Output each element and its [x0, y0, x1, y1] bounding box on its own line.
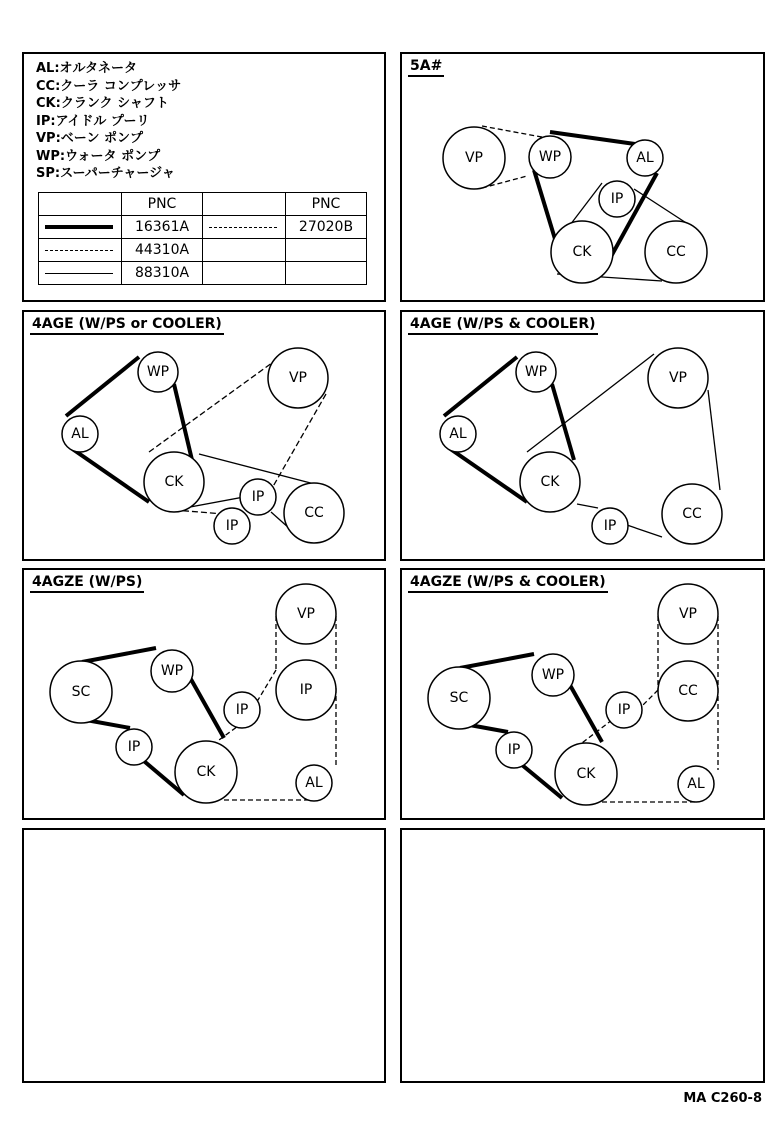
line-sample-thin	[39, 262, 122, 285]
pulley-label: WP	[538, 149, 562, 165]
pulley-label: SC	[449, 690, 469, 706]
panel-5a	[400, 52, 765, 302]
pulley-label: AL	[71, 426, 89, 442]
pulley-label: SC	[71, 684, 91, 700]
pnc-row	[39, 262, 367, 285]
pulley-label: CC	[678, 683, 698, 699]
pulley-label: AL	[687, 776, 705, 792]
pnc-table	[38, 192, 367, 285]
pnc-value: 44310A	[122, 239, 203, 262]
panel-4age-wps-and-cooler	[400, 310, 765, 561]
pnc-value: 88310A	[122, 262, 203, 285]
pulley-label: IP	[299, 682, 313, 698]
pulley-label: VP	[464, 150, 484, 166]
pulley-label: IP	[225, 518, 239, 534]
pnc-row	[39, 239, 367, 262]
line-sample-thick	[39, 216, 122, 239]
panel-4agze-wps-and-cooler	[400, 568, 765, 820]
empty-panel	[400, 828, 765, 1083]
panel-title: 4AGE (W/PS or COOLER)	[30, 316, 224, 335]
header-blank	[39, 193, 122, 216]
panel-4agze-wps	[22, 568, 386, 820]
abbr-al: AL:オルタネータ	[36, 61, 138, 76]
abbr-vp: VP:ベーン ポンプ	[36, 131, 144, 146]
belt-diagram-4agze-2	[402, 570, 763, 818]
belt-diagram-5a	[402, 54, 763, 300]
pulley-label: CC	[682, 506, 702, 522]
belt-diagram-4agze-1	[24, 570, 384, 818]
pnc-header-row	[39, 193, 367, 216]
panel-title: 5A#	[408, 58, 444, 77]
pnc-header: PNC	[122, 193, 203, 216]
pulley-label: AL	[305, 775, 323, 791]
pulley-label: WP	[541, 667, 565, 683]
pulley-label: IP	[235, 702, 249, 718]
pulley-label: IP	[127, 739, 141, 755]
belt-diagram-4age-2	[402, 312, 763, 559]
pulley-label: AL	[636, 150, 654, 166]
pulley-label: IP	[610, 191, 624, 207]
pulley-label: CK	[576, 766, 596, 782]
pulley-label: CK	[572, 244, 592, 260]
abbr-cc: CC:クーラ コンプレッサ	[36, 78, 182, 94]
line-sample-dashed	[39, 239, 122, 262]
pnc-row	[39, 216, 367, 239]
pulley-label: VP	[678, 606, 698, 622]
empty-cell	[286, 262, 367, 285]
abbr-wp: WP:ウォータ ポンプ	[36, 148, 161, 164]
panel-title: 4AGE (W/PS & COOLER)	[408, 316, 598, 335]
pulley-label: CK	[196, 764, 216, 780]
empty-cell	[203, 239, 286, 262]
page-code: MA C260-8	[683, 1091, 762, 1106]
pulley-label: IP	[507, 742, 521, 758]
pulley-label: CC	[304, 505, 324, 521]
pulley-label: VP	[296, 606, 316, 622]
panel-title: 4AGZE (W/PS & COOLER)	[408, 574, 608, 593]
empty-panel	[22, 828, 386, 1083]
pulley-label: WP	[524, 364, 548, 380]
pulley-label: CC	[666, 244, 686, 260]
panel-4age-wps-or-cooler	[22, 310, 386, 561]
abbr-ip: IP:アイドル プーリ	[36, 113, 150, 129]
empty-cell	[203, 262, 286, 285]
panel-title: 4AGZE (W/PS)	[30, 574, 144, 593]
pulley-label: VP	[668, 370, 688, 386]
pulley-label: WP	[146, 364, 170, 380]
abbr-sp: SP:スーパーチャージャ	[36, 166, 175, 181]
pulley-label: WP	[160, 663, 184, 679]
pulley-label: IP	[251, 489, 265, 505]
pulley-label: IP	[617, 702, 631, 718]
pulley-label: CK	[164, 474, 184, 490]
pnc-value-2: 27020B	[286, 216, 367, 239]
pnc-header-2: PNC	[286, 193, 367, 216]
pulley-label: AL	[449, 426, 467, 442]
pulley-label: IP	[603, 518, 617, 534]
pulley-label: CK	[540, 474, 560, 490]
header-blank-2	[203, 193, 286, 216]
belt-diagram-4age-1	[24, 312, 384, 559]
empty-cell	[286, 239, 367, 262]
legend-panel	[22, 52, 386, 302]
pnc-value: 16361A	[122, 216, 203, 239]
abbr-ck: CK:クランク シャフト	[36, 96, 169, 111]
abbreviation-list	[36, 60, 181, 183]
line-sample-dashed	[203, 216, 286, 239]
pulley-label: VP	[288, 370, 308, 386]
